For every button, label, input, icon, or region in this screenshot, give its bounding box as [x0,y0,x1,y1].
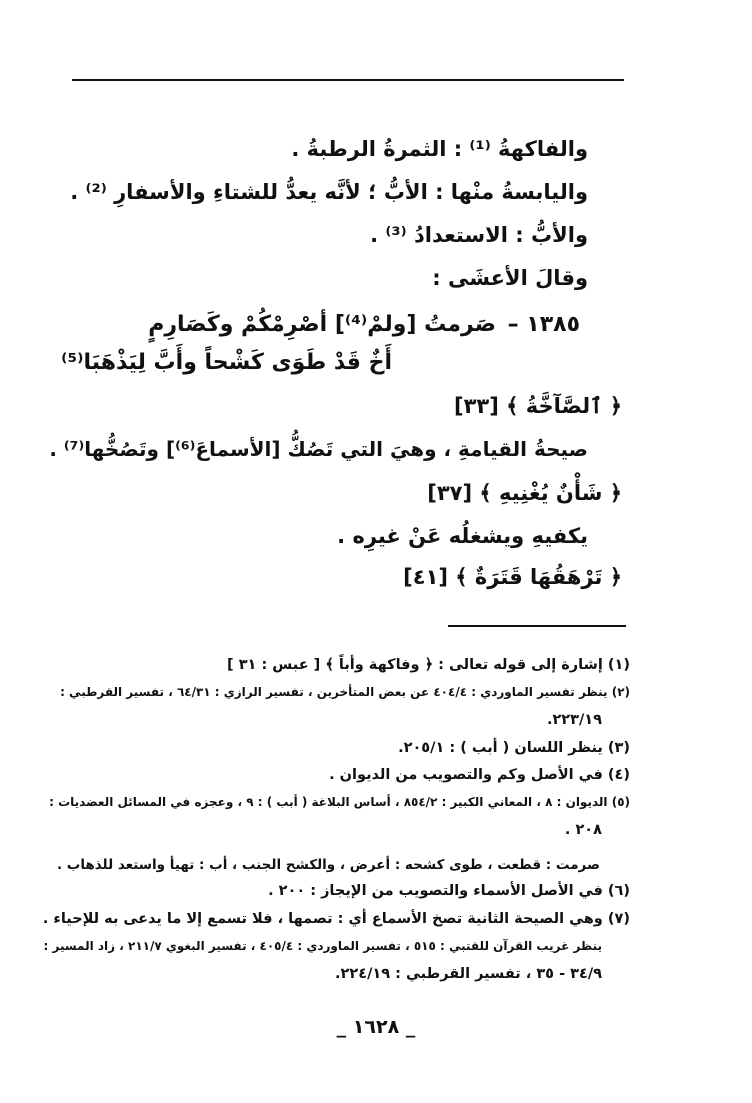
footnote: (٥) الديوان : ٨ ، المعاني الكبير : ٨٥٤/٢ ، أساس البلاغة ( أبب ) : ٩ ، وعجزه في المسائل العضديات : [49,795,630,809]
quran-entry-heading: ﴿ تَرْهَقُهَا قَتَرَةٌ ﴾ [٤١] [403,565,622,589]
page-number: _ ١٦٢٨ _ [336,1016,416,1038]
text-line: والأبُّ : الاستعدادُ ⁽³⁾ . [370,223,588,247]
footnote-continuation: ينظر غريب القرآن للقتبي : ٥١٥ ، تفسير الماوردي : ٤٠٥/٤ ، تفسير البغوي ٢١١/٧ ، زاد المسير : [43,939,602,953]
text-line: والفاكهةُ ⁽¹⁾ : الثمرةُ الرطبةُ . [291,137,588,161]
verse-second-hemistich: أَخٌ قَدْ طَوَى كَشْحاً وأَبَّ لِيَذْهَبَا⁽⁵⁾ [61,350,392,375]
footnote: (٤) في الأصل وكم والتصويب من الديوان . [329,767,630,783]
footnote-continuation: ٣٤/٩ - ٣٥ ، تفسير القرطبي : ٢٢٤/١٩. [335,966,602,982]
footnote: (٦) في الأصل الأسماء والتصويب من الإيجاز : ٢٠٠ . [268,883,630,899]
verse-number: ١٣٨٥ – [507,312,580,337]
text-line: وقالَ الأعشَى : [432,266,588,290]
quran-entry-heading: ﴿ شَأْنٌ يُغْنِيهِ ﴾ [٣٧] [427,481,622,505]
footnote-continuation: ٢٢٣/١٩. [546,712,602,728]
top-rule [72,79,624,81]
footnote-separator [448,625,626,627]
entry-explanation: يكفيهِ ويشغلُه عَنْ غيرِه . [337,524,588,548]
footnote: (٧) وهي الصيحة الثانية تصخ الأسماع أي : تصمها ، فلا تسمع إلا ما يدعى به للإحياء . [42,911,630,927]
entry-explanation: صيحةُ القيامةِ ، وهيَ التي تَصُكُّ [الأسماعَ⁽⁶⁾] وتَصُخُّها⁽⁷⁾ . [49,437,588,461]
footnote-continuation: ٢٠٨ . [564,822,602,838]
footnote: (٣) ينظر اللسان ( أبب ) : ٢٠٥/١. [398,740,630,756]
verse-first-hemistich: صَرمتُ [ولمْ⁽⁴⁾] أصْرِمْكُمْ وكَصَارِمٍ [148,312,496,337]
footnote: (١) إشارة إلى قوله تعالى : ﴿ وفاكهة وأباً ﴾ [ عبس : ٣١ ] [227,657,630,673]
footnote: (٢) ينظر تفسير الماوردي : ٤٠٤/٤ عن بعض المتأخرين ، تفسير الرازي : ٦٤/٣١ ، تفسير القرطبي : [60,685,630,699]
footnote-gloss: صرمت : قطعت ، طوى كشحه : أعرض ، والكشح الجنب ، أب : تهيأ واستعد للذهاب . [56,857,600,873]
quran-entry-heading: ﴿ ٱلصَّآخَّةُ ﴾ [٣٣] [453,394,622,418]
text-line: واليابسةُ منْها : الأبُّ ؛ لأنَّه يعدُّ للشتاءِ والأسفارِ ⁽²⁾ . [70,180,588,204]
